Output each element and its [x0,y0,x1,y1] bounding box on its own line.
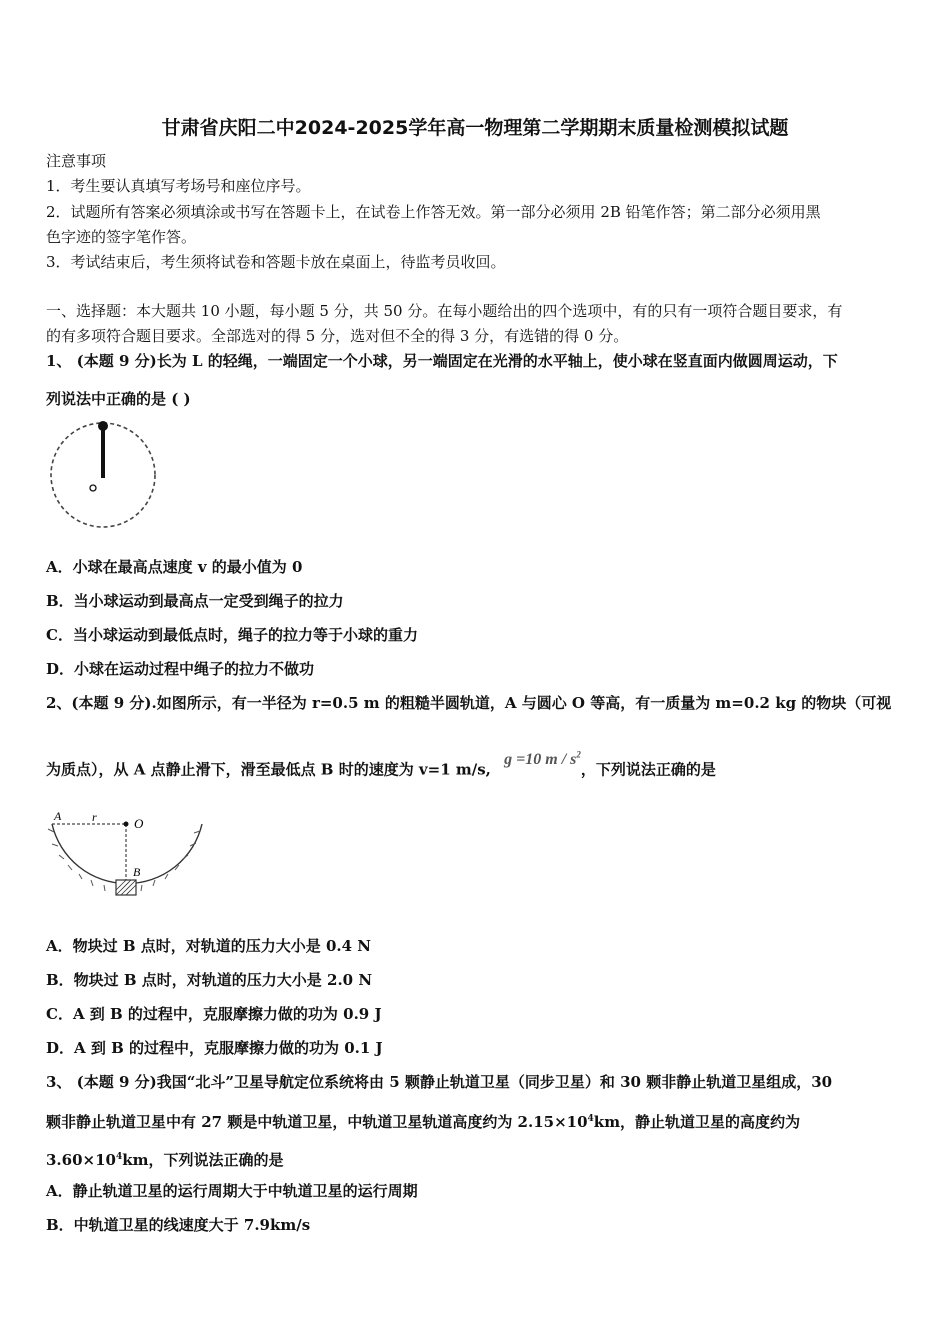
q1-stem-cont: 列说法中正确的是 ( ) [46,390,191,408]
q3-height-pre: 颗非静止轨道卫星中有 27 颗是中轨道卫星，中轨道卫星轨道高度约为 2.15×10 [46,1113,588,1131]
label-o: O [134,816,144,831]
notice-item-3: 3．考试结束后，考生须将试卷和答题卡放在桌面上，待监考员收回。 [46,253,506,271]
section-intro-cont: 的有多项符合题目要求。全部选对的得 5 分，选对但不全的得 3 分，有选错的得 0 分。 [46,327,629,345]
q3-stem-cont2 [46,1146,906,1171]
q3-stem-cont [46,1108,906,1133]
q3-geo-pre: 3.60×10 [46,1151,116,1169]
q3-geo-sup: 4 [115,1152,123,1162]
q1-option-b[interactable]: B．当小球运动到最高点一定受到绳子的拉力 [46,592,344,610]
half-circle-track [52,824,202,884]
q3-height-sup: 4 [587,1114,594,1124]
q1-option-a[interactable]: A．小球在最高点速度 v 的最小值为 0 [46,558,303,576]
gravity-expr: g =10 m / s [504,751,577,769]
q2-stem-post: ，下列说法正确的是 [580,760,716,779]
q3-option-a[interactable]: A．静止轨道卫星的运行周期大于中轨道卫星的运行周期 [46,1182,418,1200]
q2-track-figure [44,806,214,906]
section-intro: 一、选择题：本大题共 10 小题，每小题 5 分，共 50 分。在每小题给出的四个选项中，有的只有一项符合题目要求，有 [46,302,843,320]
q3-geo-post: km，下列说法正确的是 [122,1151,284,1169]
notice-item-2: 2．试题所有答案必须填涂或书写在答题卡上，在试卷上作答无效。第一部分必须用 2B 铅笔作答；第二部分必须用黑 [46,203,821,221]
q1-option-c[interactable]: C．当小球运动到最低点时，绳子的拉力等于小球的重力 [46,626,418,644]
ball-dot [98,421,108,431]
center-point [124,822,129,827]
gravity-formula [504,751,581,768]
q2-stem-pre: 为质点），从 A 点静止滑下，滑至最低点 B 时的速度为 v=1 m/s, [46,760,491,779]
gravity-sup: 2 [576,750,581,760]
notice-item-2-cont: 色字迹的签字笔作答。 [46,228,197,246]
notice-heading: 注意事项 [46,152,107,170]
q2-option-d[interactable]: D．A 到 B 的过程中，克服摩擦力做的功为 0.1 J [46,1039,383,1057]
q2-option-c[interactable]: C．A 到 B 的过程中，克服摩擦力做的功为 0.9 J [46,1005,382,1023]
q3-option-b[interactable]: B．中轨道卫星的线速度大于 7.9km/s [46,1216,311,1234]
q1-circle-figure [46,418,161,533]
q1-option-d[interactable]: D．小球在运动过程中绳子的拉力不做功 [46,660,315,678]
q2-option-b[interactable]: B．物块过 B 点时，对轨道的压力大小是 2.0 N [46,971,373,989]
label-r: r [92,810,97,824]
page-title: 甘肃省庆阳二中2024-2025学年高一物理第二学期期末质量检测模拟试题 [161,117,789,139]
label-b: B [133,865,141,879]
q2-option-a[interactable]: A．物块过 B 点时，对轨道的压力大小是 0.4 N [46,937,372,955]
label-a: A [54,809,62,823]
q3-stem: 3、 (本题 9 分)我国“北斗”卫星导航定位系统将由 5 颗静止轨道卫星（同步卫星）和 30 颗非静止轨道卫星组成，30 [46,1073,833,1091]
q3-height-post: km，静止轨道卫星的高度约为 [593,1113,801,1131]
q1-stem: 1、 (本题 9 分)长为 L 的轻绳，一端固定一个小球，另一端固定在光滑的水平轴上，使小球在竖直面内做圆周运动，下 [46,352,838,370]
q2-stem-cont [46,750,906,781]
q2-stem: 2、(本题 9 分).如图所示，有一半径为 r=0.5 m 的粗糙半圆轨道，A 与圆心 O 等高，有一质量为 m=0.2 kg 的物块（可视 [46,694,892,712]
notice-item-1: 1．考生要认真填写考场号和座位序号。 [46,177,311,195]
axis-point [90,485,96,491]
